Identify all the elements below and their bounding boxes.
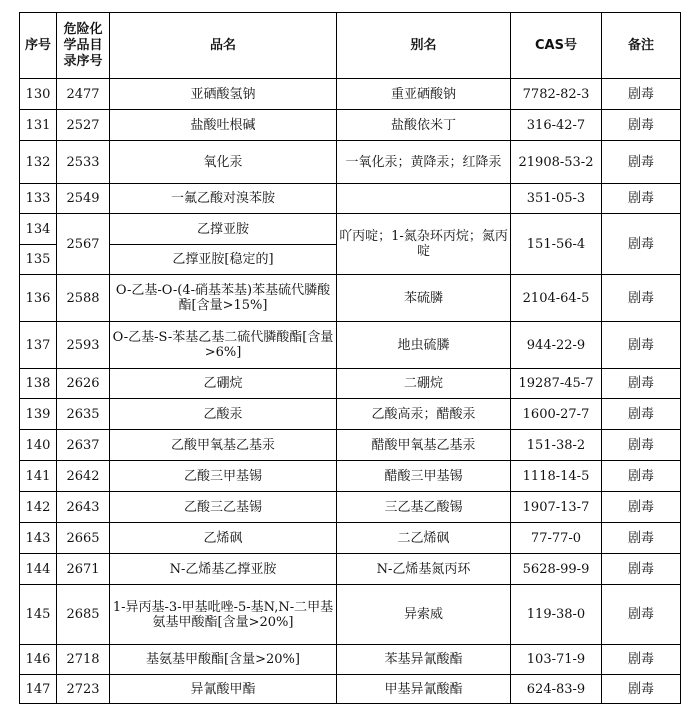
- cell-name: 乙酸汞: [110, 399, 337, 430]
- table-row: [20, 461, 681, 492]
- cell-seq: 143: [20, 523, 57, 554]
- cell-seq: 131: [20, 110, 57, 141]
- header-note: 备注: [602, 13, 681, 79]
- header-name: 品名: [110, 13, 337, 79]
- cell-name: N-乙烯基乙撑亚胺: [110, 554, 337, 585]
- cell-seq: 144: [20, 554, 57, 585]
- table-row: [20, 369, 681, 399]
- cell-name: O-乙基-O-(4-硝基苯基)苯基硫代膦酸酯[含量>15%]: [110, 275, 337, 322]
- cell-note: 剧毒: [602, 141, 681, 184]
- cell-alias: 甲基异氰酸酯: [337, 675, 511, 704]
- cell-note: 剧毒: [602, 585, 681, 645]
- cell-alias: 二乙烯砜: [337, 523, 511, 554]
- cell-name: 基氨基甲酸酯[含量>20%]: [110, 645, 337, 675]
- cell-name: 乙硼烷: [110, 369, 337, 399]
- cell-cas: 151-38-2: [511, 430, 602, 461]
- cell-seq: 134: [20, 214, 57, 245]
- cell-name: 异氰酸甲酯: [110, 675, 337, 704]
- cell-catalog: 2671: [57, 554, 110, 585]
- cell-catalog: 2642: [57, 461, 110, 492]
- cell-catalog: 2593: [57, 322, 110, 369]
- cell-note: 剧毒: [602, 492, 681, 523]
- cell-seq: 140: [20, 430, 57, 461]
- table-row: [20, 430, 681, 461]
- cell-catalog: 2718: [57, 645, 110, 675]
- cell-alias: 乙酸高汞；醋酸汞: [337, 399, 511, 430]
- cell-alias: 苯基异氰酸酯: [337, 645, 511, 675]
- cell-cas: 7782-82-3: [511, 79, 602, 110]
- cell-name: 乙酸三乙基锡: [110, 492, 337, 523]
- cell-cas: 1600-27-7: [511, 399, 602, 430]
- cell-seq: 138: [20, 369, 57, 399]
- cell-alias: 吖丙啶；1-氮杂环丙烷；氮丙啶: [337, 214, 511, 275]
- cell-seq: 133: [20, 184, 57, 214]
- cell-cas: 2104-64-5: [511, 275, 602, 322]
- cell-name: 亚硒酸氢钠: [110, 79, 337, 110]
- cell-seq: 130: [20, 79, 57, 110]
- cell-cas: 944-22-9: [511, 322, 602, 369]
- header-alias: 别名: [337, 13, 511, 79]
- cell-catalog: 2567: [57, 214, 110, 275]
- cell-cas: 151-56-4: [511, 214, 602, 275]
- cell-cas: 77-77-0: [511, 523, 602, 554]
- cell-seq: 142: [20, 492, 57, 523]
- cell-name: 一氟乙酸对溴苯胺: [110, 184, 337, 214]
- cell-note: 剧毒: [602, 79, 681, 110]
- cell-note: 剧毒: [602, 110, 681, 141]
- cell-seq: 146: [20, 645, 57, 675]
- cell-catalog: 2665: [57, 523, 110, 554]
- table-row: [20, 645, 681, 675]
- cell-alias: 盐酸依米丁: [337, 110, 511, 141]
- cell-seq: 135: [20, 245, 57, 275]
- cell-name: 氧化汞: [110, 141, 337, 184]
- cell-alias: [337, 184, 511, 214]
- cell-name: 乙撑亚胺: [110, 214, 337, 245]
- cell-seq: 136: [20, 275, 57, 322]
- table-row: [20, 110, 681, 141]
- cell-seq: 145: [20, 585, 57, 645]
- cell-cas: 316-42-7: [511, 110, 602, 141]
- table-row: [20, 322, 681, 369]
- cell-catalog: 2643: [57, 492, 110, 523]
- table-row: [20, 79, 681, 110]
- cell-alias: 异索威: [337, 585, 511, 645]
- cell-note: 剧毒: [602, 461, 681, 492]
- cell-note: 剧毒: [602, 275, 681, 322]
- cell-catalog: 2477: [57, 79, 110, 110]
- cell-note: 剧毒: [602, 369, 681, 399]
- table-row: [20, 492, 681, 523]
- cell-cas: 1907-13-7: [511, 492, 602, 523]
- cell-alias: 醋酸甲氧基乙基汞: [337, 430, 511, 461]
- cell-note: 剧毒: [602, 184, 681, 214]
- cell-name: 乙酸三甲基锡: [110, 461, 337, 492]
- table-row: [20, 214, 681, 245]
- header-seq: 序号: [20, 13, 57, 79]
- cell-alias: 醋酸三甲基锡: [337, 461, 511, 492]
- cell-alias: 二硼烷: [337, 369, 511, 399]
- cell-cas: 119-38-0: [511, 585, 602, 645]
- cell-cas: 5628-99-9: [511, 554, 602, 585]
- hazardous-chemicals-table: [19, 12, 681, 704]
- cell-name: 盐酸吐根碱: [110, 110, 337, 141]
- cell-note: 剧毒: [602, 322, 681, 369]
- cell-name: O-乙基-S-苯基乙基二硫代膦酸酯[含量>6%]: [110, 322, 337, 369]
- cell-seq: 137: [20, 322, 57, 369]
- cell-cas: 21908-53-2: [511, 141, 602, 184]
- cell-alias: 三乙基乙酸锡: [337, 492, 511, 523]
- header-cas: CAS号: [511, 13, 602, 79]
- cell-name: 乙酸甲氧基乙基汞: [110, 430, 337, 461]
- cell-alias: 一氧化汞；黄降汞；红降汞: [337, 141, 511, 184]
- cell-note: 剧毒: [602, 554, 681, 585]
- cell-alias: N-乙烯基氮丙环: [337, 554, 511, 585]
- cell-catalog: 2533: [57, 141, 110, 184]
- table-row: [20, 523, 681, 554]
- cell-cas: 19287-45-7: [511, 369, 602, 399]
- cell-note: 剧毒: [602, 675, 681, 704]
- header-row: [20, 13, 681, 79]
- cell-catalog: 2588: [57, 275, 110, 322]
- cell-catalog: 2549: [57, 184, 110, 214]
- cell-name: 1-异丙基-3-甲基吡唑-5-基N,N-二甲基氨基甲酸酯[含量>20%]: [110, 585, 337, 645]
- cell-catalog: 2637: [57, 430, 110, 461]
- table-row: [20, 275, 681, 322]
- cell-cas: 103-71-9: [511, 645, 602, 675]
- table-row: [20, 675, 681, 704]
- cell-name: 乙撑亚胺[稳定的]: [110, 245, 337, 275]
- cell-alias: 重亚硒酸钠: [337, 79, 511, 110]
- cell-seq: 132: [20, 141, 57, 184]
- cell-note: 剧毒: [602, 430, 681, 461]
- cell-note: 剧毒: [602, 214, 681, 275]
- cell-note: 剧毒: [602, 399, 681, 430]
- cell-alias: 苯硫膦: [337, 275, 511, 322]
- table-row: [20, 585, 681, 645]
- cell-note: 剧毒: [602, 523, 681, 554]
- cell-catalog: 2626: [57, 369, 110, 399]
- cell-catalog: 2635: [57, 399, 110, 430]
- cell-seq: 147: [20, 675, 57, 704]
- table-row: [20, 141, 681, 184]
- cell-note: 剧毒: [602, 645, 681, 675]
- cell-name: 乙烯砜: [110, 523, 337, 554]
- cell-alias: 地虫硫膦: [337, 322, 511, 369]
- cell-seq: 141: [20, 461, 57, 492]
- cell-cas: 1118-14-5: [511, 461, 602, 492]
- cell-catalog: 2723: [57, 675, 110, 704]
- cell-catalog: 2685: [57, 585, 110, 645]
- table-row: [20, 184, 681, 214]
- cell-catalog: 2527: [57, 110, 110, 141]
- cell-seq: 139: [20, 399, 57, 430]
- cell-cas: 351-05-3: [511, 184, 602, 214]
- table-row: [20, 554, 681, 585]
- header-catalog: 危险化学品目录序号: [57, 13, 110, 79]
- cell-cas: 624-83-9: [511, 675, 602, 704]
- table-row: [20, 399, 681, 430]
